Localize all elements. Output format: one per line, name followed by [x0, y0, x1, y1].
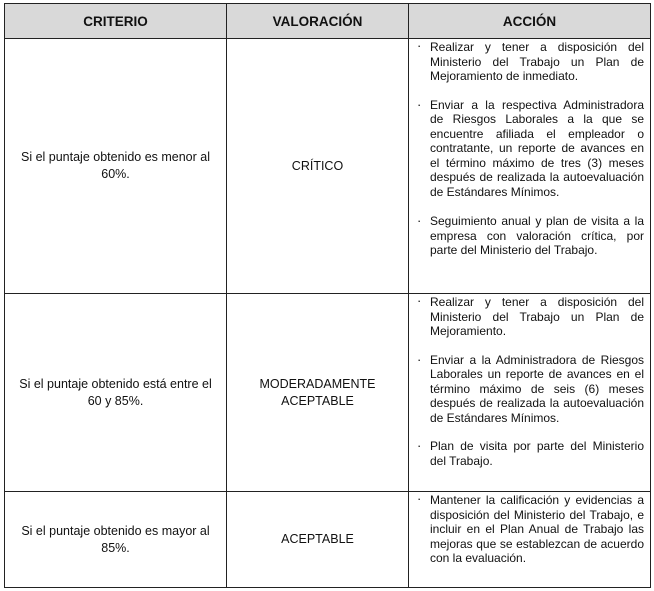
- criterio-cell: Si el puntaje obtenido es menor al 60%.: [5, 39, 227, 294]
- criterio-cell: Si el puntaje obtenido es mayor al 85%.: [5, 492, 227, 588]
- table-row: [5, 492, 651, 588]
- action-item: · Realizar y tener a disposición del Ministerio del Trabajo un Plan de Mejoramiento.: [409, 294, 650, 339]
- header-accion: ACCIÓN: [409, 4, 651, 39]
- table-row: [5, 39, 651, 294]
- header-row: [5, 4, 651, 39]
- action-item: · Mantener la calificación y evidencias a disposición del Ministerio del Trabajo, e incluir en el Plan Anual de Trabajo las mejoras que se establezcan de acuerdo con la evaluación.: [409, 492, 650, 566]
- accion-cell: [409, 492, 651, 588]
- action-item: · Enviar a la respectiva Administradora de Riesgos Laborales a la que se encuentre afiliada el empleador o contratante, un reporte de avances en el término máximo de tres (3) meses después de realizada la autoevaluación de Estándares Mínimos.: [409, 98, 650, 200]
- valoracion-cell: MODERADAMENTE ACEPTABLE: [227, 294, 409, 492]
- header-criterio: CRITERIO: [5, 4, 227, 39]
- valoracion-cell: ACEPTABLE: [227, 492, 409, 588]
- evaluation-table: [4, 3, 651, 588]
- valoracion-cell: CRÍTICO: [227, 39, 409, 294]
- accion-cell: [409, 294, 651, 492]
- header-valoracion: VALORACIÓN: [227, 4, 409, 39]
- action-item: · Seguimiento anual y plan de visita a la empresa con valoración crítica, por parte del Ministerio del Trabajo.: [409, 214, 650, 258]
- action-item: · Plan de visita por parte del Ministerio del Trabajo.: [409, 439, 650, 468]
- action-item: · Enviar a la Administradora de Riesgos Laborales un reporte de avances en el término máximo de seis (6) meses después de realizada la autoevaluación de Estándares Mínimos.: [409, 353, 650, 426]
- action-item: · Realizar y tener a disposición del Ministerio del Trabajo un Plan de Mejoramiento de inmediato.: [409, 39, 650, 84]
- accion-cell: [409, 39, 651, 294]
- criterio-cell: Si el puntaje obtenido está entre el 60 y 85%.: [5, 294, 227, 492]
- table-row: [5, 294, 651, 492]
